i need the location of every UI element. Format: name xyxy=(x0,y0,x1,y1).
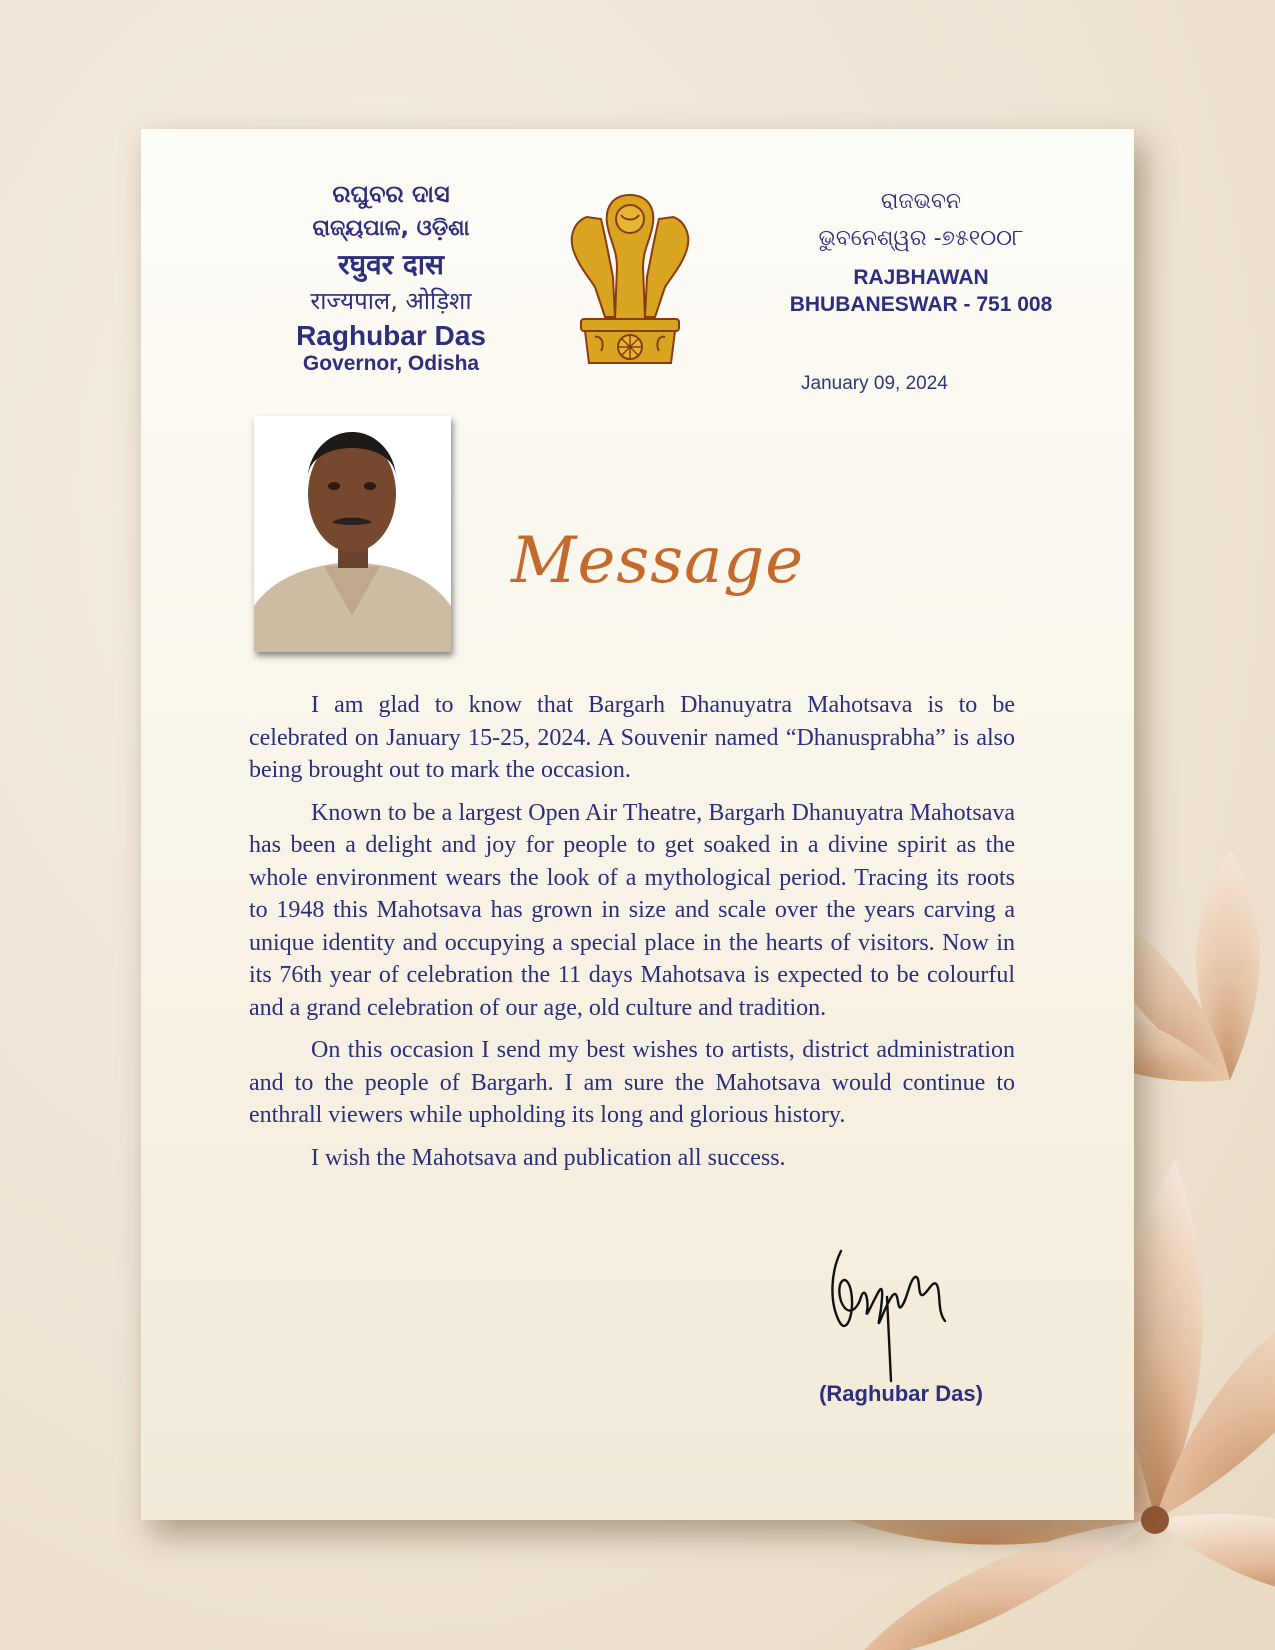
letter-page xyxy=(141,129,1134,1520)
english-name: Raghubar Das xyxy=(296,319,486,351)
english-title: Governor, Odisha xyxy=(302,351,480,375)
english-place: RAJBHAWAN xyxy=(853,266,989,289)
odia-title: ରାଜ୍ୟପାଳ, ଓଡ଼ିଶା xyxy=(312,216,470,242)
hindi-name: रघुवर दास xyxy=(338,247,444,281)
paragraph-3: On this occasion I send my best wishes to artists, district administration and to the people of Bargarh. I am sure the Mahotsava would continue to enthrall viewers while upholding its long and glorious history. xyxy=(249,1037,1015,1128)
signatory-name: (Raghubar Das) xyxy=(819,1381,983,1406)
paragraph-4: I wish the Mahotsava and publication all success. xyxy=(311,1144,786,1171)
hindi-title: राज्यपाल, ओड़िशा xyxy=(310,287,472,316)
message-title: Message xyxy=(511,524,805,598)
paragraph-1: I am glad to know that Bargarh Dhanuyatra Mahotsava is to be celebrated on January 15-25, 2024. A Souvenir named “Dhanusprabha” is also being brought out to mark the occasion. xyxy=(249,692,1015,783)
governor-header xyxy=(241,181,541,375)
odia-name: ରଘୁବର ଦାସ xyxy=(332,180,450,208)
rajbhawan-address xyxy=(761,189,1081,319)
handwritten-signature xyxy=(821,1241,961,1391)
english-city: BHUBANESWAR - 751 008 xyxy=(789,292,1053,316)
paragraph-2: Known to be a largest Open Air Theatre, Bargarh Dhanuyatra Mahotsava has been a delight and joy for people to get soaked in a divine spirit as the whole environment wears the look of a mythological period. Tracing its roots to 1948 this Mahotsava has grown in size and scale over the years carving a unique identity and occupying a special place in the hearts of visitors. Now in its 76th year of celebration the 11 days Mahotsava is expected to be colourful and a grand celebration of our age, old culture and tradition. xyxy=(249,799,1015,1021)
message-body xyxy=(249,689,1015,1184)
state-emblem-icon xyxy=(565,187,695,377)
letter-date: January 09, 2024 xyxy=(801,373,948,394)
odia-place: ରାଜଭବନ xyxy=(880,189,962,214)
odia-city: ଭୁବନେଶ୍ୱର -୭୫୧୦୦୮ xyxy=(818,226,1024,251)
governor-photo xyxy=(254,416,451,652)
